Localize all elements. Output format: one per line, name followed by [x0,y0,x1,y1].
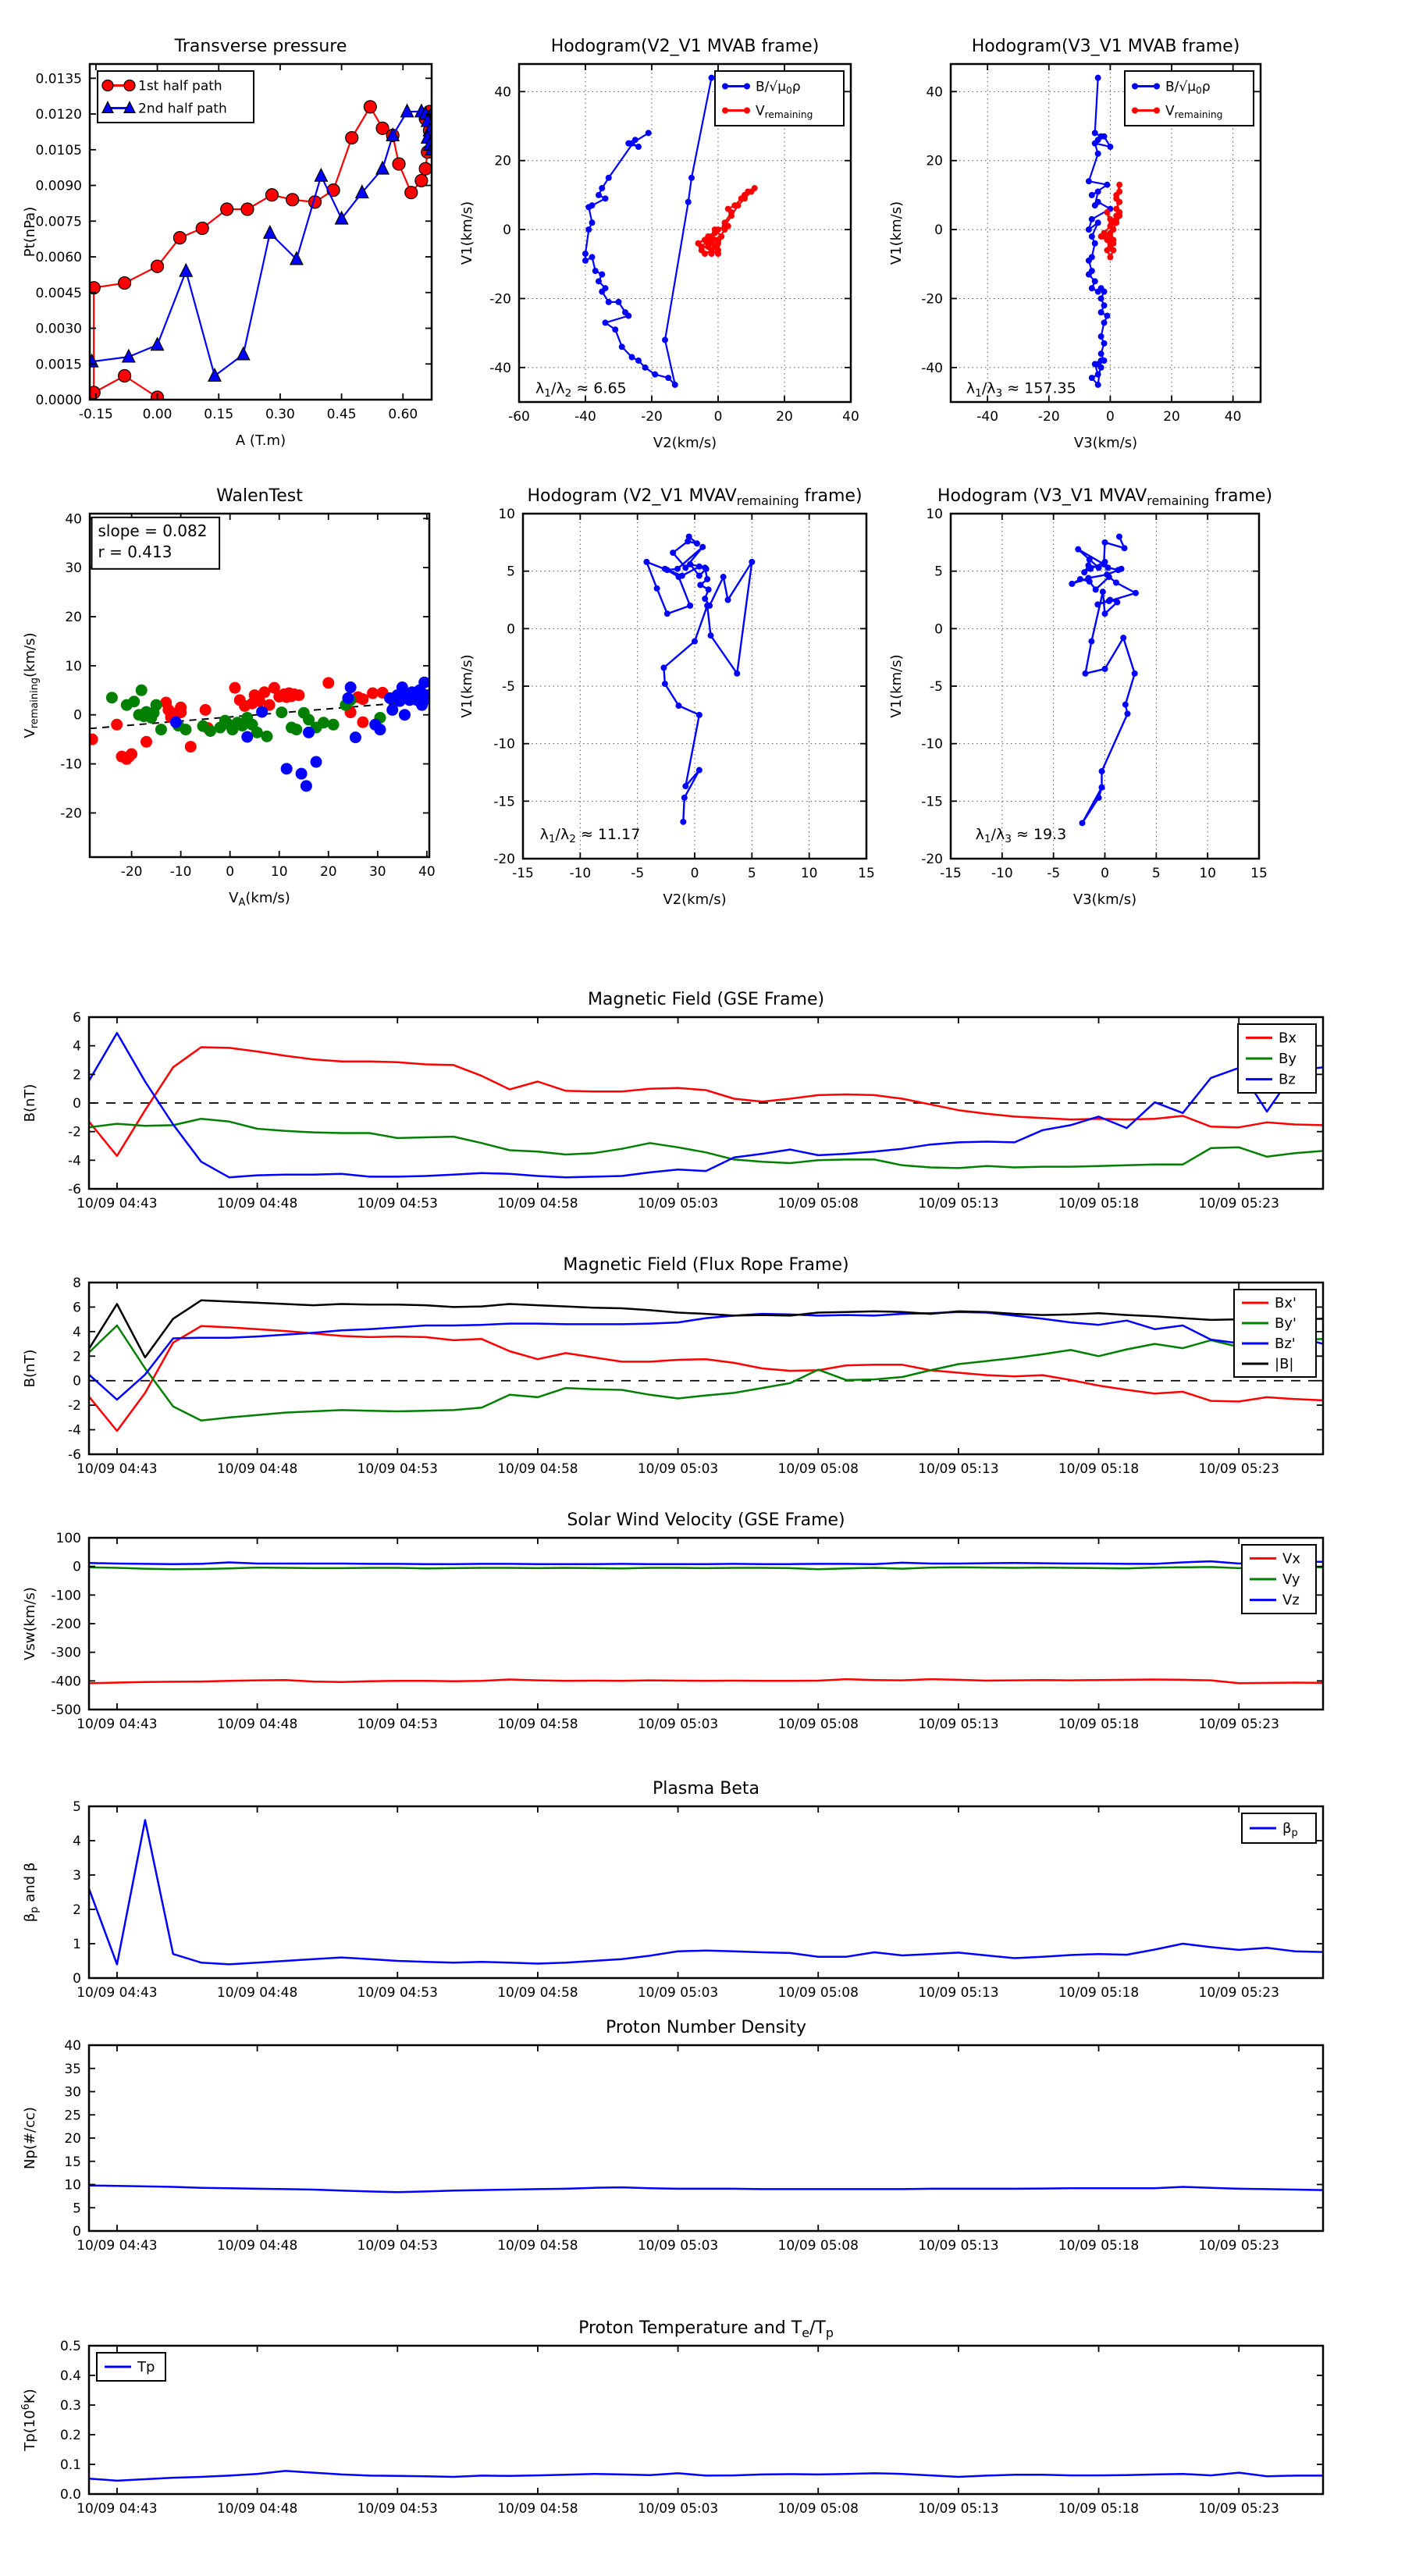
svg-text:4: 4 [73,1038,81,1055]
svg-text:10/09 05:23: 10/09 05:23 [1198,1985,1279,2001]
svg-text:-20: -20 [641,409,663,425]
svg-text:10/09 05:08: 10/09 05:08 [777,1461,859,1477]
svg-text:Bz': Bz' [1275,1336,1296,1352]
svg-text:-5: -5 [502,679,515,695]
svg-text:10: 10 [65,658,82,674]
svg-text:VA(km/s): $V_A(km/s)$ [229,890,290,909]
svg-text:WalenTest: WalenTest [216,486,303,506]
svg-text:20: 20 [319,864,337,880]
svg-text:0.0105: 0.0105 [35,142,82,158]
svg-text:Vremaining(km/s): $V_{remaining}(km/s)$ [22,632,41,738]
svg-text:B(nT): B(nT) [22,1083,38,1123]
svg-text:-40: -40 [976,409,999,425]
svg-text:0.2: 0.2 [59,2428,81,2443]
svg-text:0.0090: 0.0090 [35,178,82,194]
svg-text:0: 0 [1101,866,1109,881]
chart-magnetic-field-flux-rope [16,1241,1389,1499]
svg-text:0: 0 [507,621,515,638]
svg-text:10/09 04:43: 10/09 04:43 [76,2501,158,2517]
svg-text:0.0000: 0.0000 [35,393,82,408]
svg-text:30: 30 [368,864,386,880]
chart-solar-wind-velocity [16,1496,1389,1754]
svg-text:10/09 04:53: 10/09 04:53 [357,2501,438,2517]
svg-text:Bx': Bx' [1275,1295,1297,1311]
svg-text:βp: $\beta_p$ [1282,1820,1298,1839]
svg-text:0.5: 0.5 [59,2339,81,2354]
svg-text:Transverse pressure: Transverse pressure [174,37,347,56]
svg-text:10/09 05:18: 10/09 05:18 [1058,1461,1140,1477]
svg-text:r = 0.413: r = 0.413 [98,542,173,561]
svg-text:10: 10 [498,507,515,522]
svg-text:10: 10 [800,866,818,881]
svg-text:V1(km/s): V1(km/s) [459,654,475,718]
chart-proton-temperature [16,2303,1389,2560]
svg-text:-15: -15 [940,866,962,881]
svg-text:35: 35 [64,2061,81,2077]
svg-text:0.0015: 0.0015 [35,357,82,373]
svg-text:20: 20 [494,153,511,169]
svg-text:10/09 04:43: 10/09 04:43 [76,1461,158,1477]
svg-text:30: 30 [65,560,82,577]
svg-text:-2: -2 [68,1398,81,1414]
svg-text:20: 20 [926,153,943,169]
svg-text:10/09 04:48: 10/09 04:48 [216,1461,298,1477]
svg-text:10/09 04:48: 10/09 04:48 [216,2501,298,2517]
svg-text:0: 0 [226,864,235,880]
svg-text:Hodogram (V3_V1 MVAVremaining: Hodogram (V3_V1 $MVAV_{remaining}$ frame) [937,486,1273,508]
svg-text:Hodogram (V2_V1 MVAVremaining: Hodogram (V2_V1 $MVAV_{remaining}$ frame) [527,486,863,508]
svg-text:-10: -10 [921,736,943,753]
svg-text:0.45: 0.45 [326,407,357,422]
svg-text:V3(km/s): V3(km/s) [1073,435,1138,451]
svg-text:Hodogram(V3_V1 MVAB frame): Hodogram(V3_V1 MVAB frame) [971,37,1240,56]
svg-text:0: 0 [73,1096,81,1112]
svg-text:-10: -10 [991,866,1013,881]
svg-text:10: 10 [1199,866,1216,881]
svg-text:Vx: Vx [1282,1550,1300,1567]
svg-text:10/09 05:03: 10/09 05:03 [637,1717,719,1732]
svg-text:2: 2 [73,1349,81,1365]
svg-text:-20: -20 [493,852,515,867]
svg-text:6: 6 [73,1010,81,1026]
svg-text:-4: -4 [68,1153,81,1169]
svg-text:-20: -20 [1037,409,1060,425]
svg-text:-10: -10 [60,756,82,773]
svg-text:Vremaining: $V_{remaining}$ [1165,103,1223,121]
svg-text:-10: -10 [493,736,515,753]
svg-text:40: 40 [926,84,943,101]
svg-text:10/09 05:18: 10/09 05:18 [1058,1717,1140,1732]
chart-magnetic-field-gse [16,976,1389,1233]
svg-text:2: 2 [73,1902,81,1918]
svg-text:-15: -15 [512,866,534,881]
svg-text:-4: -4 [68,1422,81,1439]
svg-text:Vsw(km/s): Vsw(km/s) [22,1587,38,1660]
svg-text:0.0060: 0.0060 [35,250,82,266]
chart-transverse-pressure [16,23,453,461]
svg-text:λ1/λ2 ≈ 11.17: $\lambda_1/\lambda_2 \approx 11.17$ [539,825,641,845]
svg-text:10/09 05:13: 10/09 05:13 [918,1196,999,1212]
svg-text:100: 100 [55,1531,81,1546]
svg-text:10/09 05:13: 10/09 05:13 [918,1985,999,2001]
svg-text:6: 6 [73,1300,81,1316]
svg-text:0.4: 0.4 [59,2368,81,2384]
svg-text:-60: -60 [508,409,530,425]
svg-text:10/09 05:18: 10/09 05:18 [1058,1196,1140,1212]
svg-text:5: 5 [747,866,756,881]
svg-text:10/09 05:23: 10/09 05:23 [1198,1461,1279,1477]
svg-text:15: 15 [64,2154,81,2170]
svg-text:20: 20 [65,610,82,625]
svg-text:10/09 05:03: 10/09 05:03 [637,1196,719,1212]
svg-text:Proton Number Density: Proton Number Density [606,2018,806,2037]
svg-text:5: 5 [73,2201,81,2217]
svg-text:Bz: Bz [1279,1071,1296,1088]
svg-text:-300: -300 [51,1645,81,1661]
svg-text:10/09 05:23: 10/09 05:23 [1198,1717,1279,1732]
svg-text:0.0075: 0.0075 [35,214,82,230]
svg-text:10/09 05:03: 10/09 05:03 [637,1985,719,2001]
svg-text:10/09 05:03: 10/09 05:03 [637,2238,719,2254]
svg-text:-500: -500 [51,1703,81,1718]
svg-text:40: 40 [842,409,859,425]
svg-text:10/09 04:53: 10/09 04:53 [357,1196,438,1212]
svg-text:V1(km/s): V1(km/s) [888,654,905,718]
svg-text:10/09 05:08: 10/09 05:08 [777,1985,859,2001]
svg-text:8: 8 [73,1276,81,1291]
svg-text:10/09 04:58: 10/09 04:58 [497,2501,578,2517]
svg-text:-6: -6 [68,1447,81,1463]
svg-text:By: By [1279,1051,1297,1067]
svg-text:10/09 05:08: 10/09 05:08 [777,1717,859,1732]
svg-text:0.3: 0.3 [59,2398,81,2414]
svg-text:0.1: 0.1 [59,2457,81,2473]
svg-text:10/09 04:53: 10/09 04:53 [357,1717,438,1732]
svg-text:10/09 05:03: 10/09 05:03 [637,2501,719,2517]
svg-text:10/09 04:58: 10/09 04:58 [497,1461,578,1477]
svg-text:5: 5 [73,1799,81,1815]
svg-text:15: 15 [1250,866,1268,881]
svg-text:-20: -20 [120,864,143,880]
svg-text:3: 3 [73,1868,81,1884]
svg-text:-15: -15 [493,794,515,810]
svg-text:10/09 04:43: 10/09 04:43 [76,1717,158,1732]
svg-text:B/√μ0ρ: $B/√\mu_0\rho$ [756,79,801,97]
svg-text:Tp(106K): $Tp(10^6K)$ [20,2389,38,2451]
svg-text:10/09 04:48: 10/09 04:48 [216,1196,298,1212]
svg-text:10/09 05:13: 10/09 05:13 [918,1717,999,1732]
svg-text:20: 20 [64,2131,81,2147]
svg-text:5: 5 [1151,866,1161,881]
svg-text:By': By' [1275,1315,1297,1332]
svg-text:-5: -5 [1047,866,1061,881]
svg-text:-40: -40 [574,409,596,425]
svg-text:0: 0 [934,621,943,638]
svg-text:10/09 04:53: 10/09 04:53 [357,1461,438,1477]
svg-text:10/09 04:43: 10/09 04:43 [76,1196,158,1212]
svg-text:|B|: |B| [1275,1356,1294,1372]
svg-text:Vy: Vy [1282,1571,1300,1588]
svg-text:10/09 04:58: 10/09 04:58 [497,1717,578,1732]
svg-text:0: 0 [713,409,723,425]
svg-text:0: 0 [73,1559,81,1575]
svg-text:40: 40 [1224,409,1242,425]
svg-text:10/09 05:18: 10/09 05:18 [1058,2238,1140,2254]
svg-text:20: 20 [1163,409,1180,425]
svg-text:V2(km/s): V2(km/s) [663,891,727,908]
svg-text:Bx: Bx [1279,1030,1297,1047]
svg-text:Hodogram(V2_V1 MVAB frame): Hodogram(V2_V1 MVAB frame) [550,37,820,56]
svg-text:10/09 05:23: 10/09 05:23 [1198,2501,1279,2517]
svg-text:10/09 05:23: 10/09 05:23 [1198,1196,1279,1212]
svg-text:B/√μ0ρ: $B/√\mu_0\rho$ [1165,79,1211,97]
svg-text:0.0045: 0.0045 [35,285,82,301]
svg-text:λ1/λ3 ≈ 157.35: $\lambda_1/\lambda_3 \approx 157.35$ [966,379,1076,400]
svg-text:5: 5 [934,564,943,580]
svg-text:10/09 05:08: 10/09 05:08 [777,1196,859,1212]
svg-text:V3(km/s): V3(km/s) [1072,891,1137,908]
svg-text:40: 40 [494,84,511,101]
svg-text:2: 2 [73,1067,81,1083]
svg-text:Plasma Beta: Plasma Beta [653,1779,759,1799]
svg-text:-5: -5 [930,679,943,695]
svg-text:0: 0 [1105,409,1115,425]
svg-text:-5: -5 [631,866,645,881]
svg-text:15: 15 [858,866,875,881]
svg-text:0.30: 0.30 [265,407,295,422]
svg-text:-20: -20 [489,291,511,308]
chart-hodogram-v3v1-mvav [882,476,1319,913]
svg-text:10/09 05:23: 10/09 05:23 [1198,2238,1279,2254]
svg-text:V1(km/s): V1(km/s) [888,201,905,265]
svg-text:-400: -400 [51,1674,81,1690]
svg-text:10/09 05:03: 10/09 05:03 [637,1461,719,1477]
svg-text:-10: -10 [169,864,192,880]
svg-text:10/09 04:48: 10/09 04:48 [216,1717,298,1732]
svg-text:slope = 0.082: slope = 0.082 [98,521,208,540]
svg-text:1st half path: 1st half path [138,78,222,94]
svg-text:-40: -40 [921,360,943,376]
svg-text:-10: -10 [569,866,592,881]
svg-text:10: 10 [64,2177,81,2194]
svg-text:-15: -15 [921,794,943,810]
svg-text:40: 40 [418,864,436,880]
svg-text:Vremaining: $V_{remaining}$ [756,103,813,121]
svg-text:10: 10 [270,864,288,880]
svg-text:10/09 04:58: 10/09 04:58 [497,1196,578,1212]
svg-text:0.0120: 0.0120 [35,107,82,123]
svg-text:40: 40 [64,2038,81,2054]
svg-text:0: 0 [690,866,699,881]
svg-text:10/09 04:43: 10/09 04:43 [76,2238,158,2254]
svg-text:40: 40 [65,511,82,528]
svg-text:10/09 05:08: 10/09 05:08 [777,2238,859,2254]
svg-text:20: 20 [776,409,793,425]
svg-text:10/09 05:18: 10/09 05:18 [1058,1985,1140,2001]
svg-text:10: 10 [926,507,943,522]
svg-text:0.0135: 0.0135 [35,71,82,87]
svg-text:10/09 04:48: 10/09 04:48 [216,2238,298,2254]
svg-text:0.0: 0.0 [59,2487,81,2503]
svg-text:Magnetic Field (GSE Frame): Magnetic Field (GSE Frame) [587,990,825,1009]
svg-text:V1(km/s): V1(km/s) [459,201,475,265]
svg-text:10/09 05:13: 10/09 05:13 [918,1461,999,1477]
svg-text:Pt(nPa): Pt(nPa) [22,206,38,258]
svg-text:0.15: 0.15 [204,407,234,422]
svg-text:0: 0 [934,222,943,239]
svg-text:-2: -2 [68,1124,81,1140]
svg-text:10/09 04:58: 10/09 04:58 [497,2238,578,2254]
svg-text:4: 4 [73,1324,81,1340]
svg-text:10/09 05:18: 10/09 05:18 [1058,2501,1140,2517]
chart-walen-test [16,476,453,913]
svg-text:10/09 04:48: 10/09 04:48 [216,1985,298,2001]
svg-text:βp and β: $\beta_p$ and β [22,1862,41,1923]
svg-text:A (T.m): A (T.m) [235,432,286,449]
svg-text:Solar Wind Velocity (GSE Frame: Solar Wind Velocity (GSE Frame) [567,1510,845,1530]
svg-text:0: 0 [73,2224,81,2240]
chart-proton-density [16,2002,1389,2272]
svg-text:Magnetic Field (Flux Rope Fram: Magnetic Field (Flux Rope Frame) [563,1255,849,1275]
svg-text:-20: -20 [921,852,943,867]
svg-text:-0.15: -0.15 [78,407,113,422]
svg-text:5: 5 [507,564,515,580]
svg-text:Np(#/cc): Np(#/cc) [22,2107,38,2169]
svg-text:Vz: Vz [1282,1592,1300,1609]
chart-hodogram-v2v1-mvav [453,476,890,913]
svg-text:0: 0 [503,222,511,239]
svg-text:λ1/λ3 ≈ 19.3: $\lambda_1/\lambda_3 \approx 19.3$ [975,825,1067,845]
svg-text:25: 25 [64,2108,81,2124]
svg-text:-20: -20 [921,291,943,308]
svg-text:0.60: 0.60 [388,407,418,422]
svg-text:1: 1 [73,1937,81,1952]
svg-text:2nd half path: 2nd half path [138,101,227,117]
svg-text:4: 4 [73,1834,81,1849]
svg-text:λ1/λ2 ≈ 6.65: $\lambda_1/\lambda_2 \approx 6.65$ [535,379,627,400]
svg-text:10/09 04:43: 10/09 04:43 [76,1985,158,2001]
svg-text:10/09 05:13: 10/09 05:13 [918,2501,999,2517]
svg-text:-20: -20 [60,806,82,822]
svg-text:B(nT): B(nT) [22,1349,38,1388]
svg-text:10/09 04:53: 10/09 04:53 [357,2238,438,2254]
svg-text:Proton Temperature and Te/Tp: Proton Temperature and $T_e/T_p$ [578,2318,834,2340]
svg-text:Tp: Tp [137,2359,155,2375]
svg-text:0: 0 [73,1971,81,1987]
svg-text:V2(km/s): V2(km/s) [653,435,717,451]
svg-text:10/09 04:58: 10/09 04:58 [497,1985,578,2001]
svg-text:30: 30 [64,2084,81,2101]
svg-text:-200: -200 [51,1617,81,1632]
svg-text:0.00: 0.00 [142,407,173,422]
chart-plasma-beta [16,1765,1389,2023]
svg-text:10/09 05:08: 10/09 05:08 [777,2501,859,2517]
svg-text:0: 0 [73,707,82,724]
svg-text:0.0030: 0.0030 [35,321,82,337]
svg-text:-6: -6 [68,1182,81,1197]
svg-text:10/09 05:13: 10/09 05:13 [918,2238,999,2254]
chart-hodogram-v3v1-mvab [882,23,1319,461]
svg-text:-40: -40 [489,360,511,376]
svg-text:0: 0 [73,1373,81,1389]
svg-text:-100: -100 [51,1588,81,1604]
svg-text:10/09 04:53: 10/09 04:53 [357,1985,438,2001]
chart-hodogram-v2v1-mvab [453,23,866,461]
